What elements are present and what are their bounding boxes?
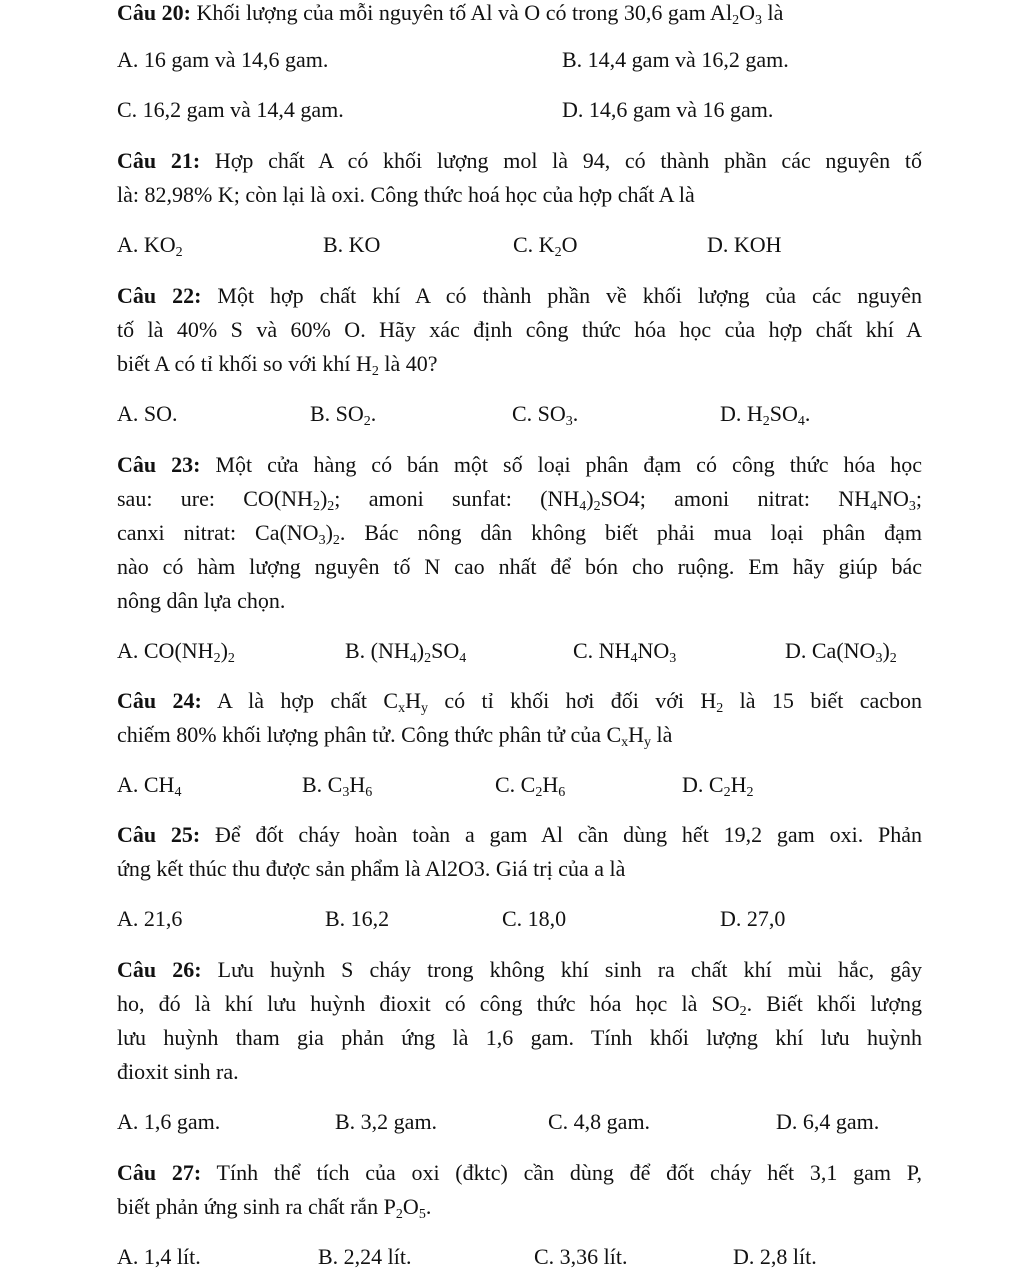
text-run: là <box>761 0 784 25</box>
text-run: SO <box>769 401 798 426</box>
subscript: 3 <box>754 13 762 28</box>
subscript: 2 <box>371 364 379 379</box>
text-run: ) <box>586 486 594 511</box>
text-run: A. CH <box>117 772 175 797</box>
text-run: C. SO <box>512 401 566 426</box>
subscript: y <box>420 701 428 716</box>
text-run: ) <box>220 638 228 663</box>
text-run: B. (NH <box>345 638 410 663</box>
text-run: biết A có tỉ khối so với khí H <box>117 351 372 376</box>
subscript: 6 <box>558 785 566 800</box>
option-a <box>117 902 182 936</box>
subscript: 3 <box>908 499 916 514</box>
text-run: Tính thể tích của oxi (đktc) cần dùng để đốt cháy hết 3,1 gam P, <box>201 1160 922 1185</box>
question-23-line-5 <box>117 584 922 618</box>
text-run: . <box>370 401 377 426</box>
option-a <box>117 634 235 668</box>
subscript: 2 <box>889 651 897 666</box>
text-run: H <box>730 772 747 797</box>
text-run: là 40? <box>378 351 438 376</box>
option-a <box>117 1240 201 1274</box>
subscript: 3 <box>565 414 573 429</box>
text-run: B. C <box>302 772 343 797</box>
option-a <box>117 43 328 77</box>
text-run: A. 16 gam và 14,6 gam. <box>117 47 329 72</box>
question-label: Câu 26: <box>117 957 202 982</box>
text-run: C. NH <box>573 638 631 663</box>
option-b <box>318 1240 412 1274</box>
question-label: Câu 24: <box>117 688 202 713</box>
text-run: A. KO <box>117 232 176 257</box>
option-a <box>117 228 183 262</box>
subscript: 2 <box>175 245 183 260</box>
text-run: NO <box>877 486 909 511</box>
text-run: C. 18,0 <box>502 906 567 931</box>
subscript: 2 <box>746 785 754 800</box>
subscript: 4 <box>797 414 805 429</box>
text-run: O <box>739 0 755 25</box>
question-20-line-1 <box>117 0 922 30</box>
subscript: 6 <box>365 785 373 800</box>
text-run: Để đốt cháy hoàn toàn a gam Al cần dùng hết 19,2 gam oxi. Phản <box>200 822 922 847</box>
text-run: D. 27,0 <box>720 906 786 931</box>
subscript: 2 <box>332 533 340 548</box>
subscript: 3 <box>342 785 350 800</box>
option-c <box>117 93 344 127</box>
text-run: Hợp chất A có khối lượng mol là 94, có thành phần các nguyên tố <box>200 148 922 173</box>
option-a <box>117 1105 220 1139</box>
option-d <box>785 634 897 668</box>
text-run: ) <box>325 520 333 545</box>
subscript: 3 <box>318 533 326 548</box>
text-run: C. 4,8 gam. <box>548 1109 651 1134</box>
option-c <box>495 768 565 802</box>
option-c <box>548 1105 650 1139</box>
option-a <box>117 768 181 802</box>
text-run: ) <box>882 638 890 663</box>
option-d <box>720 902 785 936</box>
text-run: ho, đó là khí lưu huỳnh đioxit có công thức hóa học là SO <box>117 991 740 1016</box>
question-23-line-1 <box>117 448 922 482</box>
text-run: đioxit sinh ra. <box>117 1059 239 1084</box>
text-run: D. 2,8 lít. <box>733 1244 817 1269</box>
question-23-line-2 <box>117 482 922 516</box>
text-run: là: 82,98% K; còn lại là oxi. Công thức hoá học của hợp chất A là <box>117 182 695 207</box>
text-run: . <box>425 1194 432 1219</box>
subscript: 4 <box>630 651 638 666</box>
text-run: A. 1,4 lít. <box>117 1244 201 1269</box>
question-21-line-2 <box>117 178 922 212</box>
text-run: D. C <box>682 772 724 797</box>
question-label: Câu 21: <box>117 148 201 173</box>
text-run: O <box>402 1194 419 1219</box>
subscript: 2 <box>716 701 724 716</box>
question-26-line-4 <box>117 1055 922 1089</box>
option-b <box>302 768 372 802</box>
question-label: Câu 27: <box>117 1160 202 1185</box>
text-run: D. 14,6 gam và 16 gam. <box>562 97 774 122</box>
subscript: 4 <box>870 499 878 514</box>
subscript: y <box>644 735 652 750</box>
subscript: 4 <box>174 785 182 800</box>
subscript: 2 <box>213 651 221 666</box>
question-25-line-1 <box>117 818 922 852</box>
text-run: H <box>405 688 421 713</box>
text-run: canxi nitrat: Ca(NO <box>117 520 319 545</box>
subscript: 2 <box>554 245 562 260</box>
option-b <box>562 43 789 77</box>
subscript: 2 <box>732 13 740 28</box>
text-run: SO4; amoni nitrat: NH <box>600 486 871 511</box>
text-run: . <box>572 401 579 426</box>
question-label: Câu 23: <box>117 452 201 477</box>
text-run: C. 16,2 gam và 14,4 gam. <box>117 97 344 122</box>
text-run: B. 2,24 lít. <box>318 1244 412 1269</box>
subscript: 2 <box>395 1207 403 1222</box>
text-run: ) <box>416 638 425 663</box>
question-22-line-1 <box>117 279 922 313</box>
text-run: . Biết khối lượng <box>746 991 922 1016</box>
subscript: 5 <box>418 1207 426 1222</box>
subscript: 3 <box>875 651 883 666</box>
text-run: sau: ure: CO(NH <box>117 486 313 511</box>
text-run: A là hợp chất C <box>201 688 399 713</box>
subscript: 2 <box>739 1004 747 1019</box>
question-27-line-2 <box>117 1190 922 1224</box>
question-26-line-1 <box>117 953 922 987</box>
option-c <box>513 228 577 262</box>
question-26-line-2 <box>117 987 922 1021</box>
text-run: ứng kết thúc thu được sản phẩm là Al2O3. Giá trị của a là <box>117 856 626 881</box>
subscript: 4 <box>459 651 467 666</box>
text-run: O <box>561 232 578 257</box>
text-run: C. 3,36 lít. <box>534 1244 628 1269</box>
text-run: A. 1,6 gam. <box>117 1109 221 1134</box>
question-26-line-3 <box>117 1021 922 1055</box>
option-b <box>345 634 466 668</box>
option-d <box>720 397 810 431</box>
subscript: x <box>398 701 406 716</box>
text-run: C. K <box>513 232 555 257</box>
question-24-line-2 <box>117 718 922 752</box>
question-23-line-4 <box>117 550 922 584</box>
text-run: Một hợp chất khí A có thành phần về khối lượng của các nguyên <box>201 283 923 308</box>
option-a <box>117 397 178 431</box>
text-run: D. Ca(NO <box>785 638 876 663</box>
question-25-line-2 <box>117 852 922 886</box>
question-24-line-1 <box>117 684 922 718</box>
question-21-line-1 <box>117 144 922 178</box>
subscript: 2 <box>762 414 770 429</box>
question-label: Câu 20: <box>117 0 191 25</box>
text-run: H <box>349 772 366 797</box>
text-run: ; amoni sunfat: (NH <box>334 486 580 511</box>
question-27-line-1 <box>117 1156 922 1190</box>
subscript: x <box>621 735 629 750</box>
subscript: 2 <box>327 499 335 514</box>
text-run: B. 16,2 <box>325 906 390 931</box>
text-run: nào có hàm lượng nguyên tố N cao nhất để bón cho ruộng. Em hãy giúp bác <box>117 554 922 579</box>
question-22-line-3 <box>117 347 922 381</box>
text-run: là <box>651 722 673 747</box>
option-c <box>534 1240 628 1274</box>
text-run: Một cửa hàng có bán một số loại phân đạm có công thức hóa học <box>200 452 923 477</box>
text-run: B. KO <box>323 232 381 257</box>
text-run: A. SO. <box>117 401 178 426</box>
subscript: 2 <box>424 651 432 666</box>
option-d <box>776 1105 879 1139</box>
option-b <box>335 1105 437 1139</box>
option-b <box>323 228 380 262</box>
subscript: 2 <box>363 414 371 429</box>
text-run: Lưu huỳnh S cháy trong không khí sinh ra chất khí mùi hắc, gây <box>201 957 923 982</box>
text-run: A. CO(NH <box>117 638 214 663</box>
option-b <box>325 902 389 936</box>
subscript: 2 <box>535 785 543 800</box>
option-d <box>682 768 753 802</box>
subscript: 2 <box>723 785 731 800</box>
option-d <box>562 93 773 127</box>
subscript: 2 <box>312 499 320 514</box>
text-run: B. 14,4 gam và 16,2 gam. <box>562 47 789 72</box>
text-run: biết phản ứng sinh ra chất rắn P <box>117 1194 396 1219</box>
text-run: B. 3,2 gam. <box>335 1109 438 1134</box>
text-run: SO <box>431 638 460 663</box>
subscript: 4 <box>579 499 587 514</box>
option-c <box>502 902 566 936</box>
text-run: . <box>804 401 811 426</box>
text-run: A. 21,6 <box>117 906 183 931</box>
option-d <box>733 1240 817 1274</box>
subscript: 4 <box>409 651 417 666</box>
question-label: Câu 22: <box>117 283 202 308</box>
question-22-line-2 <box>117 313 922 347</box>
text-run: ; <box>915 486 922 511</box>
subscript: 2 <box>227 651 235 666</box>
text-run: . Bác nông dân không biết phải mua loại phân đạm <box>339 520 922 545</box>
text-run: là 15 biết cacbon <box>723 688 922 713</box>
text-run: H <box>542 772 559 797</box>
text-run: B. SO <box>310 401 364 426</box>
text-run: lưu huỳnh tham gia phản ứng là 1,6 gam. Tính khối lượng khí lưu huỳnh <box>117 1025 922 1050</box>
text-run: NO <box>637 638 670 663</box>
text-run: Khối lượng của mỗi nguyên tố Al và O có trong 30,6 gam Al <box>190 0 733 25</box>
text-run: tố là 40% S và 60% O. Hãy xác định công thức hóa học của hợp chất khí A <box>117 317 922 342</box>
subscript: 3 <box>669 651 677 666</box>
text-run: H <box>628 722 645 747</box>
text-run: ) <box>319 486 328 511</box>
question-23-line-3 <box>117 516 922 550</box>
option-c <box>573 634 676 668</box>
text-run: D. KOH <box>707 232 782 257</box>
text-run: nông dân lựa chọn. <box>117 588 286 613</box>
text-run: chiếm 80% khối lượng phân tử. Công thức phân tử của C <box>117 722 622 747</box>
text-run: D. 6,4 gam. <box>776 1109 880 1134</box>
option-c <box>512 397 578 431</box>
text-run: có tỉ khối hơi đối với H <box>427 688 717 713</box>
option-b <box>310 397 376 431</box>
text-run: D. H <box>720 401 763 426</box>
option-d <box>707 228 782 262</box>
text-run: C. C <box>495 772 536 797</box>
question-label: Câu 25: <box>117 822 201 847</box>
subscript: 2 <box>593 499 601 514</box>
